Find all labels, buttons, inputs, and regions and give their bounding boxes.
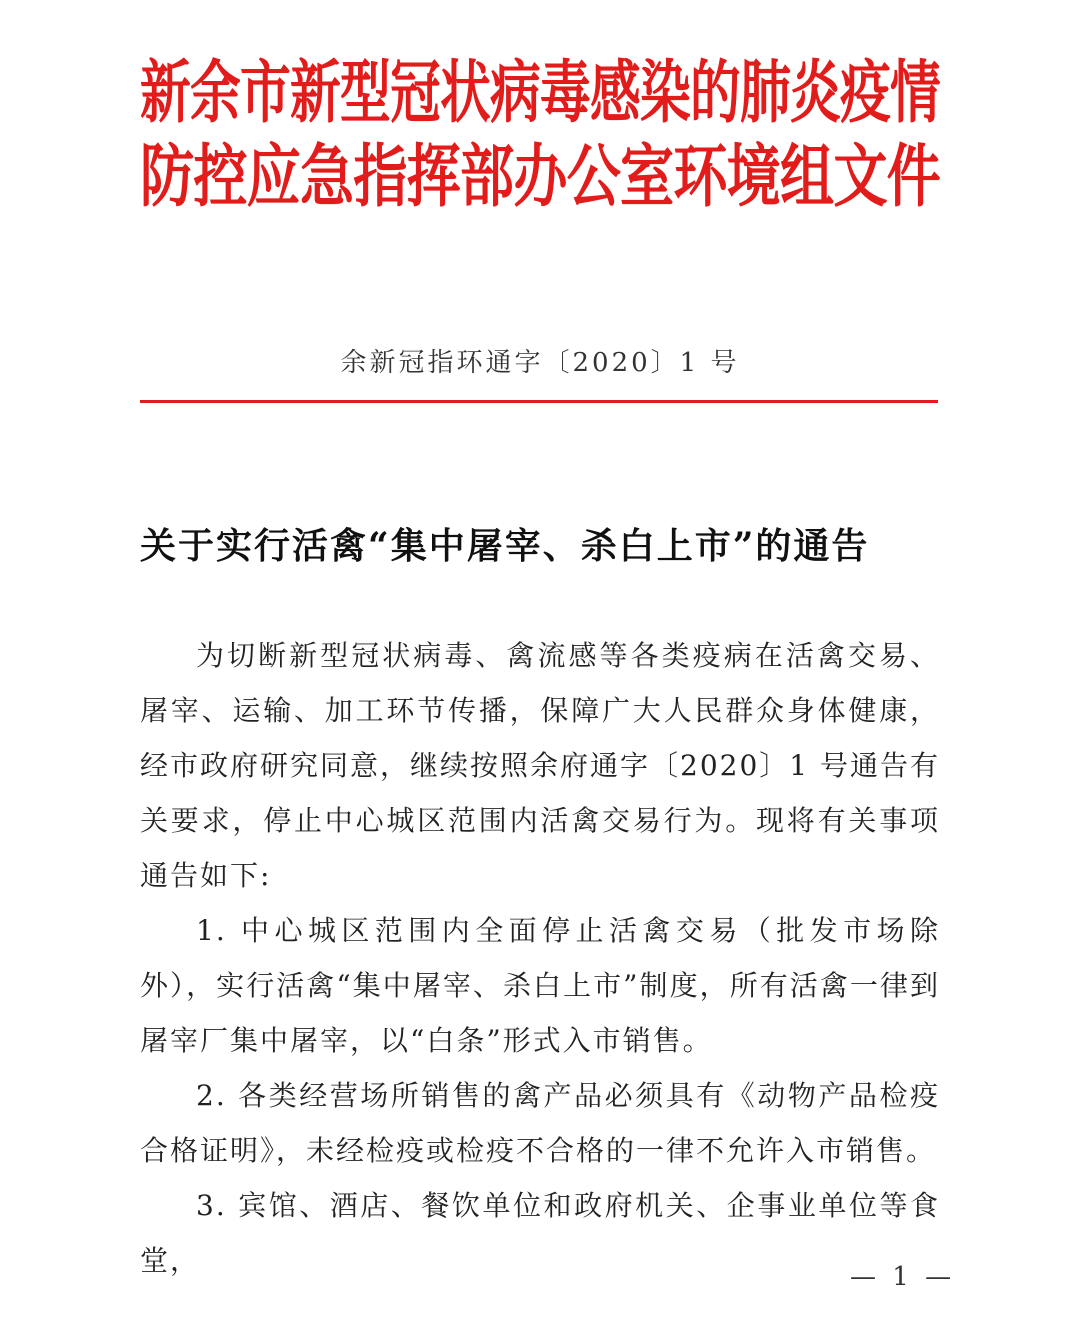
notice-title: 关于实行活禽“集中屠宰、杀白上市”的通告	[140, 525, 870, 567]
paragraph-item-2: 2. 各类经营场所销售的禽产品必须具有《动物产品检疫合格证明》，未经检疫或检疫不合格的一律不允许入市销售。	[140, 1079, 940, 1167]
header-title-line-2: 防控应急指挥部办公室环境组文件	[140, 138, 941, 217]
document-body	[140, 628, 940, 1288]
paragraph-intro: 为切断新型冠状病毒、禽流感等各类疫病在活禽交易、屠宰、运输、加工环节传播，保障广大人民群众身体健康，经市政府研究同意，继续按照余府通字〔2020〕1 号通告有关要求，停止中心城区范围内活禽交易行为。现将有关事项通告如下:	[140, 639, 940, 892]
paragraph-item-1: 1. 中心城区范围内全面停止活禽交易（批发市场除外），实行活禽“集中屠宰、杀白上市”制度，所有活禽一律到屠宰厂集中屠宰，以“白条”形式入市销售。	[140, 914, 940, 1057]
document-number: 余新冠指环通字〔2020〕1 号	[340, 348, 740, 378]
document-header-title	[140, 52, 940, 220]
page-number: — 1 —	[850, 1262, 956, 1292]
header-title-line-1: 新余市新型冠状病毒感染的肺炎疫情	[140, 54, 941, 133]
red-separator-line	[140, 400, 938, 403]
paragraph-item-3: 3. 宾馆、酒店、餐饮单位和政府机关、企事业单位等食堂，	[140, 1189, 940, 1277]
